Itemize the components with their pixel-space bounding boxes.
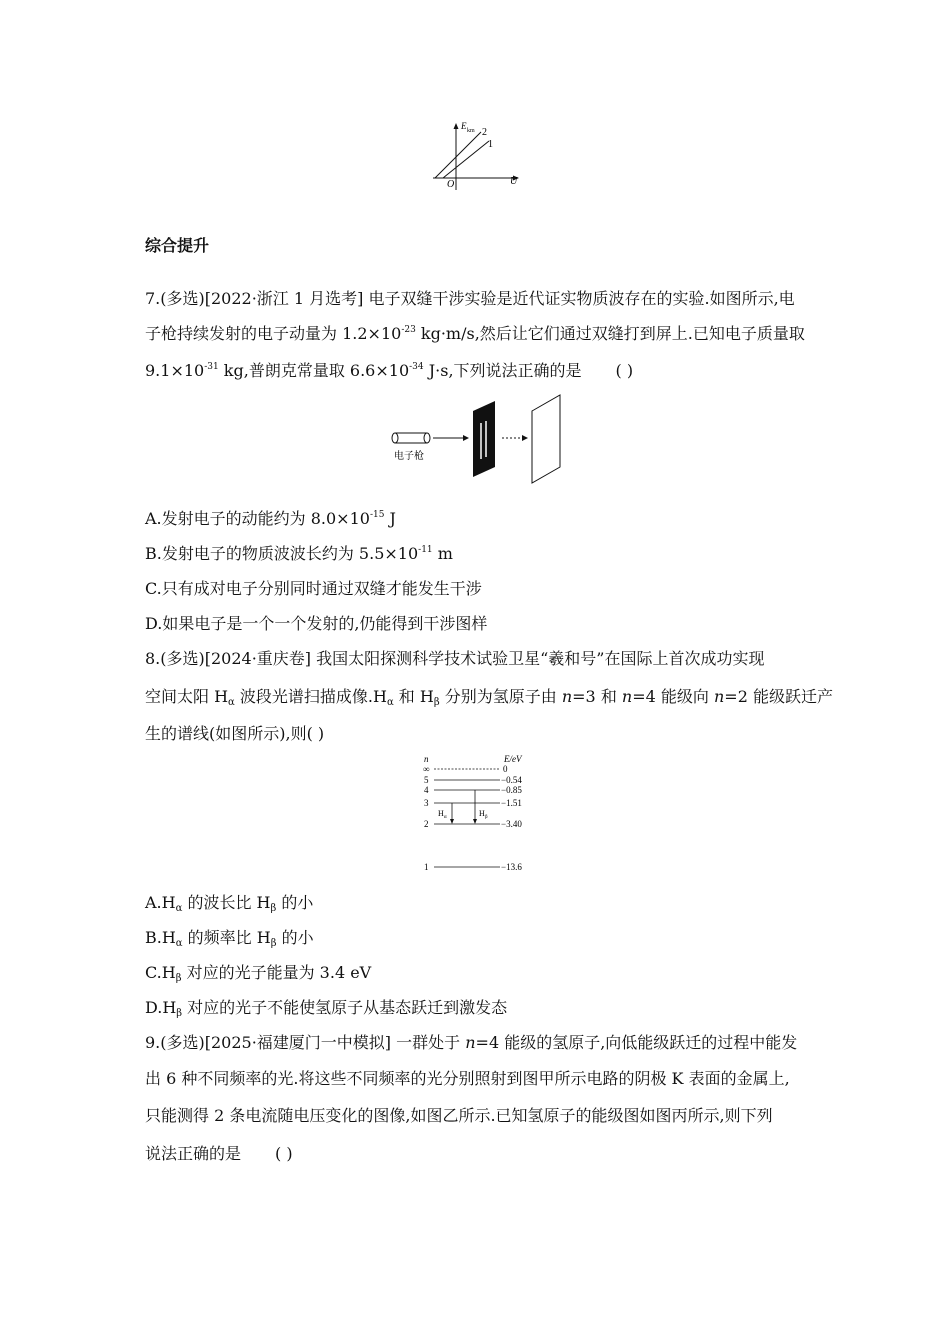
x-axis-label: U <box>510 176 518 187</box>
subscript: β <box>270 938 277 949</box>
q7-text: kg·m/s,然后让它们通过双缝打到屏上.已知电子质量取 <box>415 324 805 343</box>
q7-text: kg,普朗克常量取 6.6×10 <box>218 361 410 380</box>
q7-line-3 <box>145 361 633 381</box>
q7-text: B.发射电子的物质波波长约为 5.5×10 <box>145 544 419 563</box>
e-header: E/eV <box>504 754 522 764</box>
subscript: α <box>228 697 235 708</box>
level-n-3: 3 <box>424 798 429 808</box>
q8-line-3: 生的谱线(如图所示),则( ) <box>145 724 325 743</box>
q8-text: =2 能级跃迁产 <box>724 687 833 706</box>
subscript: β <box>270 903 277 914</box>
q8-text: A.H <box>145 893 176 912</box>
q9-line-4 <box>145 1144 293 1164</box>
exponent: -15 <box>369 510 385 520</box>
q8-line-1: 8.(多选)[2024·重庆卷] 我国太阳探测科学技术试验卫星“羲和号”在国际上首次成功实现 <box>145 649 765 668</box>
q8-text: 和 H <box>393 687 434 706</box>
q8-line-2 <box>145 687 833 707</box>
q8-text: 的小 <box>276 928 314 947</box>
h-alpha-label: H <box>438 809 444 818</box>
h-beta-subscript: β <box>485 815 488 820</box>
q9-line-3: 只能测得 2 条电流随电压变化的图像,如图乙所示.已知氢原子的能级图如图丙所示,则下列 <box>145 1106 773 1125</box>
q8-text: 空间太阳 H <box>145 687 229 706</box>
q9-text: =4 能级的氢原子,向低能级跃迁的过程中能发 <box>475 1033 798 1052</box>
exponent: -11 <box>418 545 433 555</box>
level-e-3: −1.51 <box>501 798 522 808</box>
subscript: α <box>175 903 183 914</box>
q8-text: 的小 <box>276 893 314 912</box>
ekm-u-graph <box>425 120 525 192</box>
y-axis-label: E <box>461 121 467 131</box>
subscript: β <box>176 1008 183 1019</box>
q7-option-d: D.如果电子是一个一个发射的,仍能得到干涉图样 <box>145 614 488 633</box>
q8-option-b <box>145 928 314 948</box>
q7-text: m <box>432 544 453 563</box>
subscript: β <box>433 697 440 708</box>
answer-paren: ( ) <box>615 361 634 380</box>
line-1-label: 1 <box>488 139 493 150</box>
y-axis-subscript: km <box>467 128 475 134</box>
q7-option-a <box>145 509 396 529</box>
q8-text: =3 和 <box>572 687 622 706</box>
q7-text: 子枪持续发射的电子动量为 1.2×10 <box>145 324 402 343</box>
q9-text: 9.(多选)[2025·福建厦门一中模拟] 一群处于 <box>145 1033 466 1052</box>
q8-option-d <box>145 998 507 1018</box>
q9-line-2: 出 6 种不同频率的光.将这些不同频率的光分别照射到图甲所示电路的阴极 K 表面的金属上, <box>145 1069 790 1088</box>
exponent: -31 <box>204 362 219 372</box>
section-heading: 综合提升 <box>145 236 210 255</box>
q7-text: 9.1×10 <box>145 361 205 380</box>
q7-text: J·s,下列说法正确的是 <box>423 361 582 380</box>
q8-text: D.H <box>145 998 177 1017</box>
level-e-5: −0.54 <box>501 775 522 785</box>
q8-text: C.H <box>145 963 176 982</box>
variable-n: n <box>465 1033 476 1052</box>
variable-n: n <box>621 687 633 706</box>
exponent: -23 <box>401 325 416 335</box>
q7-option-c: C.只有成对电子分别同时通过双缝才能发生干涉 <box>145 579 482 598</box>
h-alpha-subscript: α <box>444 815 447 820</box>
double-slit-figure <box>385 393 565 485</box>
energy-level-diagram <box>418 752 538 876</box>
level-e-inf: 0 <box>503 764 508 774</box>
level-e-1: −13.6 <box>501 862 522 872</box>
q7-text: J <box>384 509 396 528</box>
answer-paren: ( ) <box>275 1144 293 1163</box>
exponent: -34 <box>409 362 424 372</box>
q8-text: 的波长比 H <box>182 893 271 912</box>
q9-line-1 <box>145 1033 797 1053</box>
level-n-5: 5 <box>424 775 429 785</box>
level-e-2: −3.40 <box>501 819 522 829</box>
h-beta-label: H <box>479 809 485 818</box>
electron-gun-label: 电子枪 <box>394 451 424 462</box>
q7-option-b <box>145 544 453 564</box>
variable-n: n <box>561 687 573 706</box>
q8-option-a <box>145 893 313 913</box>
n-header: n <box>424 754 429 764</box>
q7-line-1: 7.(多选)[2022·浙江 1 月选考] 电子双缝干涉实验是近代证实物质波存在的实验.如图所示,电 <box>145 289 795 308</box>
level-e-4: −0.85 <box>501 785 522 795</box>
q8-option-c <box>145 963 371 983</box>
subscript: α <box>175 938 183 949</box>
level-n-4: 4 <box>424 785 429 795</box>
origin-label: O <box>447 179 455 190</box>
q9-text: 说法正确的是 <box>145 1144 242 1163</box>
q7-text: A.发射电子的动能约为 8.0×10 <box>145 509 370 528</box>
q8-text: =4 能级向 <box>632 687 714 706</box>
variable-n: n <box>713 687 725 706</box>
q8-text: B.H <box>145 928 176 947</box>
q8-text: 对应的光子能量为 3.4 eV <box>181 963 372 982</box>
q8-text: 分别为氢原子由 <box>439 687 562 706</box>
q8-text: 对应的光子不能使氢原子从基态跃迁到激发态 <box>182 998 508 1017</box>
q8-text: 波段光谱扫描成像.H <box>234 687 387 706</box>
level-n-1: 1 <box>424 862 429 872</box>
q8-text: 的频率比 H <box>182 928 271 947</box>
level-n-2: 2 <box>424 819 429 829</box>
subscript: β <box>175 973 182 984</box>
line-2-label: 2 <box>482 127 487 138</box>
q7-line-2 <box>145 324 805 344</box>
level-n-inf: ∞ <box>423 764 430 774</box>
subscript: α <box>386 697 394 708</box>
